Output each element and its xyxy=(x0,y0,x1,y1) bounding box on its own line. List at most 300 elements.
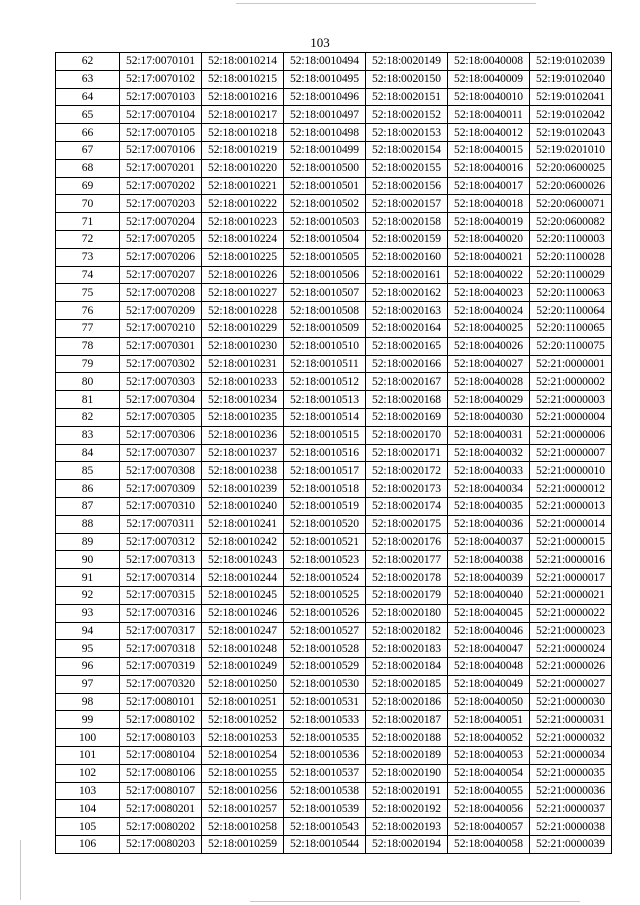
cadastral-code-cell: 52:18:0020173 xyxy=(366,480,448,498)
cadastral-code-cell: 52:18:0010495 xyxy=(284,70,366,88)
cadastral-code-cell: 52:18:0010535 xyxy=(284,729,366,747)
row-number-cell: 99 xyxy=(56,711,120,729)
cadastral-code-cell: 52:18:0010257 xyxy=(202,800,284,818)
cadastral-code-cell: 52:18:0040012 xyxy=(448,124,530,142)
cadastral-code-cell: 52:18:0010221 xyxy=(202,177,284,195)
cadastral-code-cell: 52:17:0070204 xyxy=(120,213,202,231)
cadastral-code-cell: 52:18:0020165 xyxy=(366,337,448,355)
cadastral-code-cell: 52:17:0080202 xyxy=(120,818,202,836)
cadastral-code-cell: 52:20:1100075 xyxy=(530,337,612,355)
table-row xyxy=(56,53,612,71)
table-row xyxy=(56,604,612,622)
cadastral-code-cell: 52:18:0010506 xyxy=(284,266,366,284)
cadastral-code-cell: 52:17:0070305 xyxy=(120,408,202,426)
cadastral-code-cell: 52:21:0000034 xyxy=(530,747,612,765)
cadastral-code-cell: 52:18:0040052 xyxy=(448,729,530,747)
cadastral-code-cell: 52:18:0010240 xyxy=(202,497,284,515)
cadastral-code-cell: 52:17:0070315 xyxy=(120,586,202,604)
cadastral-code-cell: 52:20:0600026 xyxy=(530,177,612,195)
table-row xyxy=(56,302,612,320)
cadastral-code-cell: 52:18:0010248 xyxy=(202,640,284,658)
cadastral-code-cell: 52:18:0020184 xyxy=(366,658,448,676)
table-row xyxy=(56,782,612,800)
cadastral-code-cell: 52:18:0010502 xyxy=(284,195,366,213)
table-row xyxy=(56,70,612,88)
table-row xyxy=(56,177,612,195)
cadastral-code-cell: 52:18:0040028 xyxy=(448,373,530,391)
cadastral-code-cell: 52:21:0000027 xyxy=(530,675,612,693)
table-row xyxy=(56,266,612,284)
cadastral-code-cell: 52:18:0010539 xyxy=(284,800,366,818)
cadastral-code-cell: 52:19:0102039 xyxy=(530,53,612,71)
cadastral-code-cell: 52:18:0010496 xyxy=(284,88,366,106)
cadastral-code-cell: 52:18:0020159 xyxy=(366,230,448,248)
cadastral-code-cell: 52:21:0000014 xyxy=(530,515,612,533)
cadastral-code-cell: 52:18:0010250 xyxy=(202,675,284,693)
table-row xyxy=(56,462,612,480)
table-row xyxy=(56,391,612,409)
cadastral-code-cell: 52:18:0010519 xyxy=(284,497,366,515)
cadastral-code-cell: 52:18:0020191 xyxy=(366,782,448,800)
cadastral-code-cell: 52:17:0080101 xyxy=(120,693,202,711)
cadastral-code-cell: 52:18:0010255 xyxy=(202,764,284,782)
row-number-cell: 67 xyxy=(56,141,120,159)
cadastral-code-cell: 52:18:0020187 xyxy=(366,711,448,729)
cadastral-code-cell: 52:21:0000010 xyxy=(530,462,612,480)
cadastral-code-cell: 52:18:0040018 xyxy=(448,195,530,213)
table-row xyxy=(56,551,612,569)
cadastral-code-cell: 52:18:0010499 xyxy=(284,141,366,159)
cadastral-code-cell: 52:18:0020174 xyxy=(366,497,448,515)
cadastral-code-cell: 52:18:0010515 xyxy=(284,426,366,444)
table-row xyxy=(56,693,612,711)
cadastral-code-cell: 52:18:0010544 xyxy=(284,836,366,854)
row-number-cell: 97 xyxy=(56,675,120,693)
cadastral-code-cell: 52:17:0070307 xyxy=(120,444,202,462)
row-number-cell: 75 xyxy=(56,284,120,302)
cadastral-code-cell: 52:18:0040009 xyxy=(448,70,530,88)
cadastral-code-cell: 52:18:0040036 xyxy=(448,515,530,533)
cadastral-code-cell: 52:18:0010494 xyxy=(284,53,366,71)
cadastral-code-cell: 52:18:0010527 xyxy=(284,622,366,640)
row-number-cell: 71 xyxy=(56,213,120,231)
cadastral-code-cell: 52:17:0070308 xyxy=(120,462,202,480)
cadastral-code-cell: 52:18:0040040 xyxy=(448,586,530,604)
cadastral-code-cell: 52:18:0010533 xyxy=(284,711,366,729)
table-row xyxy=(56,533,612,551)
cadastral-code-cell: 52:18:0020151 xyxy=(366,88,448,106)
cadastral-code-cell: 52:18:0010529 xyxy=(284,658,366,676)
table-row xyxy=(56,747,612,765)
cadastral-code-cell: 52:18:0010214 xyxy=(202,53,284,71)
cadastral-code-cell: 52:18:0040011 xyxy=(448,106,530,124)
cadastral-code-cell: 52:18:0040016 xyxy=(448,159,530,177)
cadastral-code-cell: 52:18:0020189 xyxy=(366,747,448,765)
table-row xyxy=(56,836,612,854)
cadastral-code-cell: 52:18:0010230 xyxy=(202,337,284,355)
cadastral-code-cell: 52:18:0010531 xyxy=(284,693,366,711)
cadastral-code-cell: 52:18:0020194 xyxy=(366,836,448,854)
cadastral-code-cell: 52:17:0080103 xyxy=(120,729,202,747)
row-number-cell: 106 xyxy=(56,836,120,854)
cadastral-code-cell: 52:17:0070319 xyxy=(120,658,202,676)
cadastral-code-cell: 52:18:0010259 xyxy=(202,836,284,854)
cadastral-code-cell: 52:21:0000038 xyxy=(530,818,612,836)
cadastral-code-cell: 52:18:0010236 xyxy=(202,426,284,444)
row-number-cell: 94 xyxy=(56,622,120,640)
cadastral-code-cell: 52:18:0020149 xyxy=(366,53,448,71)
row-number-cell: 100 xyxy=(56,729,120,747)
cadastral-code-cell: 52:21:0000023 xyxy=(530,622,612,640)
row-number-cell: 95 xyxy=(56,640,120,658)
row-number-cell: 66 xyxy=(56,124,120,142)
cadastral-code-cell: 52:18:0020164 xyxy=(366,319,448,337)
cadastral-code-cell: 52:18:0010238 xyxy=(202,462,284,480)
cadastral-code-cell: 52:19:0102043 xyxy=(530,124,612,142)
cadastral-code-cell: 52:18:0010504 xyxy=(284,230,366,248)
row-number-cell: 72 xyxy=(56,230,120,248)
cadastral-code-cell: 52:19:0102041 xyxy=(530,88,612,106)
cadastral-code-cell: 52:18:0010220 xyxy=(202,159,284,177)
row-number-cell: 69 xyxy=(56,177,120,195)
cadastral-code-cell: 52:18:0010233 xyxy=(202,373,284,391)
cadastral-code-cell: 52:18:0020157 xyxy=(366,195,448,213)
cadastral-code-cell: 52:18:0020163 xyxy=(366,302,448,320)
cadastral-code-cell: 52:18:0010215 xyxy=(202,70,284,88)
cadastral-code-cell: 52:17:0070316 xyxy=(120,604,202,622)
table-row xyxy=(56,569,612,587)
cadastral-code-cell: 52:18:0010523 xyxy=(284,551,366,569)
cadastral-code-cell: 52:18:0010537 xyxy=(284,764,366,782)
cadastral-code-cell: 52:17:0080104 xyxy=(120,747,202,765)
cadastral-code-cell: 52:17:0080107 xyxy=(120,782,202,800)
row-number-cell: 87 xyxy=(56,497,120,515)
table-row xyxy=(56,373,612,391)
cadastral-code-cell: 52:18:0040031 xyxy=(448,426,530,444)
table-row xyxy=(56,88,612,106)
cadastral-code-cell: 52:18:0020178 xyxy=(366,569,448,587)
cadastral-code-cell: 52:18:0010253 xyxy=(202,729,284,747)
cadastral-code-cell: 52:21:0000003 xyxy=(530,391,612,409)
table-row xyxy=(56,230,612,248)
cadastral-code-cell: 52:18:0020182 xyxy=(366,622,448,640)
cadastral-code-cell: 52:18:0010245 xyxy=(202,586,284,604)
row-number-cell: 85 xyxy=(56,462,120,480)
cadastral-code-cell: 52:18:0020193 xyxy=(366,818,448,836)
cadastral-code-cell: 52:18:0020168 xyxy=(366,391,448,409)
table-row xyxy=(56,213,612,231)
cadastral-code-cell: 52:17:0070314 xyxy=(120,569,202,587)
cadastral-code-cell: 52:18:0010226 xyxy=(202,266,284,284)
cadastral-code-cell: 52:20:1100064 xyxy=(530,302,612,320)
cadastral-code-cell: 52:21:0000035 xyxy=(530,764,612,782)
row-number-cell: 78 xyxy=(56,337,120,355)
cadastral-code-cell: 52:18:0010501 xyxy=(284,177,366,195)
row-number-cell: 70 xyxy=(56,195,120,213)
cadastral-code-cell: 52:18:0010507 xyxy=(284,284,366,302)
scan-top-edge-line xyxy=(236,3,536,4)
cadastral-code-cell: 52:17:0080102 xyxy=(120,711,202,729)
cadastral-code-cell: 52:18:0020186 xyxy=(366,693,448,711)
cadastral-code-cell: 52:21:0000026 xyxy=(530,658,612,676)
cadastral-code-cell: 52:18:0040054 xyxy=(448,764,530,782)
cadastral-code-cell: 52:18:0040008 xyxy=(448,53,530,71)
cadastral-code-cell: 52:18:0010509 xyxy=(284,319,366,337)
cadastral-code-cell: 52:17:0080106 xyxy=(120,764,202,782)
cadastral-code-cell: 52:18:0020153 xyxy=(366,124,448,142)
cadastral-code-cell: 52:18:0010511 xyxy=(284,355,366,373)
cadastral-code-cell: 52:18:0010247 xyxy=(202,622,284,640)
cadastral-code-cell: 52:21:0000039 xyxy=(530,836,612,854)
table-row xyxy=(56,658,612,676)
cadastral-code-cell: 52:18:0010252 xyxy=(202,711,284,729)
cadastral-code-cell: 52:18:0020172 xyxy=(366,462,448,480)
cadastral-code-cell: 52:18:0020166 xyxy=(366,355,448,373)
cadastral-code-cell: 52:18:0020180 xyxy=(366,604,448,622)
row-number-cell: 77 xyxy=(56,319,120,337)
cadastral-code-cell: 52:21:0000007 xyxy=(530,444,612,462)
row-number-cell: 65 xyxy=(56,106,120,124)
cadastral-code-cell: 52:18:0040027 xyxy=(448,355,530,373)
cadastral-code-cell: 52:18:0010530 xyxy=(284,675,366,693)
row-number-cell: 88 xyxy=(56,515,120,533)
table-row xyxy=(56,159,612,177)
cadastral-code-cell: 52:18:0040046 xyxy=(448,622,530,640)
cadastral-code-cell: 52:17:0070309 xyxy=(120,480,202,498)
cadastral-code-cell: 52:21:0000015 xyxy=(530,533,612,551)
cadastral-code-cell: 52:18:0010249 xyxy=(202,658,284,676)
table-row xyxy=(56,106,612,124)
table-row xyxy=(56,195,612,213)
cadastral-code-cell: 52:18:0010497 xyxy=(284,106,366,124)
page-number: 103 xyxy=(310,35,330,50)
cadastral-code-cell: 52:18:0040050 xyxy=(448,693,530,711)
table-row xyxy=(56,284,612,302)
cadastral-code-cell: 52:17:0070318 xyxy=(120,640,202,658)
row-number-cell: 83 xyxy=(56,426,120,444)
cadastral-code-cell: 52:19:0102040 xyxy=(530,70,612,88)
cadastral-code-cell: 52:18:0010520 xyxy=(284,515,366,533)
table-row xyxy=(56,124,612,142)
cadastral-code-cell: 52:20:0600082 xyxy=(530,213,612,231)
cadastral-code-cell: 52:18:0010228 xyxy=(202,302,284,320)
cadastral-code-cell: 52:17:0070306 xyxy=(120,426,202,444)
cadastral-code-cell: 52:18:0040026 xyxy=(448,337,530,355)
table-row xyxy=(56,248,612,266)
cadastral-code-cell: 52:17:0070105 xyxy=(120,124,202,142)
cadastral-code-cell: 52:18:0040048 xyxy=(448,658,530,676)
cadastral-code-cell: 52:18:0010231 xyxy=(202,355,284,373)
row-number-cell: 68 xyxy=(56,159,120,177)
cadastral-code-cell: 52:17:0070201 xyxy=(120,159,202,177)
cadastral-code-cell: 52:18:0040034 xyxy=(448,480,530,498)
row-number-cell: 79 xyxy=(56,355,120,373)
row-number-cell: 73 xyxy=(56,248,120,266)
cadastral-code-cell: 52:17:0070303 xyxy=(120,373,202,391)
cadastral-code-cell: 52:18:0010256 xyxy=(202,782,284,800)
row-number-cell: 84 xyxy=(56,444,120,462)
cadastral-code-cell: 52:21:0000013 xyxy=(530,497,612,515)
cadastral-code-cell: 52:17:0070203 xyxy=(120,195,202,213)
cadastral-code-cell: 52:18:0010246 xyxy=(202,604,284,622)
cadastral-code-cell: 52:18:0020188 xyxy=(366,729,448,747)
table-row xyxy=(56,675,612,693)
table-row xyxy=(56,444,612,462)
cadastral-code-cell: 52:20:1100003 xyxy=(530,230,612,248)
register-table-body xyxy=(56,53,612,854)
cadastral-code-cell: 52:18:0010505 xyxy=(284,248,366,266)
row-number-cell: 104 xyxy=(56,800,120,818)
table-row xyxy=(56,319,612,337)
cadastral-code-cell: 52:18:0010517 xyxy=(284,462,366,480)
cadastral-code-cell: 52:18:0020170 xyxy=(366,426,448,444)
cadastral-code-cell: 52:18:0010510 xyxy=(284,337,366,355)
cadastral-code-cell: 52:17:0070317 xyxy=(120,622,202,640)
cadastral-code-cell: 52:18:0010258 xyxy=(202,818,284,836)
cadastral-code-cell: 52:19:0201010 xyxy=(530,141,612,159)
cadastral-code-cell: 52:18:0040010 xyxy=(448,88,530,106)
cadastral-code-cell: 52:17:0070209 xyxy=(120,302,202,320)
cadastral-code-cell: 52:18:0020155 xyxy=(366,159,448,177)
cadastral-code-cell: 52:21:0000001 xyxy=(530,355,612,373)
cadastral-code-cell: 52:18:0020177 xyxy=(366,551,448,569)
cadastral-code-cell: 52:18:0020169 xyxy=(366,408,448,426)
row-number-cell: 105 xyxy=(56,818,120,836)
cadastral-code-cell: 52:18:0010518 xyxy=(284,480,366,498)
cadastral-code-cell: 52:17:0070207 xyxy=(120,266,202,284)
row-number-cell: 93 xyxy=(56,604,120,622)
table-row xyxy=(56,764,612,782)
cadastral-code-cell: 52:18:0040051 xyxy=(448,711,530,729)
cadastral-code-cell: 52:18:0020160 xyxy=(366,248,448,266)
table-row xyxy=(56,426,612,444)
cadastral-code-cell: 52:20:1100028 xyxy=(530,248,612,266)
cadastral-code-cell: 52:17:0070310 xyxy=(120,497,202,515)
cadastral-code-cell: 52:18:0010241 xyxy=(202,515,284,533)
cadastral-code-cell: 52:18:0010254 xyxy=(202,747,284,765)
cadastral-code-cell: 52:17:0070304 xyxy=(120,391,202,409)
cadastral-code-cell: 52:18:0040032 xyxy=(448,444,530,462)
cadastral-code-cell: 52:18:0020154 xyxy=(366,141,448,159)
cadastral-code-cell: 52:18:0010225 xyxy=(202,248,284,266)
cadastral-code-cell: 52:18:0010528 xyxy=(284,640,366,658)
cadastral-code-cell: 52:20:0600071 xyxy=(530,195,612,213)
row-number-cell: 98 xyxy=(56,693,120,711)
cadastral-code-cell: 52:18:0020176 xyxy=(366,533,448,551)
cadastral-code-cell: 52:17:0070208 xyxy=(120,284,202,302)
cadastral-code-cell: 52:19:0102042 xyxy=(530,106,612,124)
cadastral-code-cell: 52:18:0010500 xyxy=(284,159,366,177)
cadastral-code-cell: 52:18:0040056 xyxy=(448,800,530,818)
cadastral-code-cell: 52:18:0040053 xyxy=(448,747,530,765)
row-number-cell: 96 xyxy=(56,658,120,676)
cadastral-code-cell: 52:18:0040025 xyxy=(448,319,530,337)
cadastral-code-cell: 52:18:0010514 xyxy=(284,408,366,426)
cadastral-code-cell: 52:18:0040019 xyxy=(448,213,530,231)
cadastral-code-cell: 52:21:0000022 xyxy=(530,604,612,622)
cadastral-code-cell: 52:20:1100063 xyxy=(530,284,612,302)
cadastral-code-cell: 52:18:0040020 xyxy=(448,230,530,248)
cadastral-code-cell: 52:18:0010224 xyxy=(202,230,284,248)
cadastral-code-cell: 52:18:0040030 xyxy=(448,408,530,426)
cadastral-code-cell: 52:18:0010526 xyxy=(284,604,366,622)
cadastral-code-cell: 52:18:0040022 xyxy=(448,266,530,284)
cadastral-code-cell: 52:18:0010218 xyxy=(202,124,284,142)
cadastral-code-cell: 52:18:0040047 xyxy=(448,640,530,658)
table-row xyxy=(56,800,612,818)
table-row xyxy=(56,729,612,747)
row-number-cell: 102 xyxy=(56,764,120,782)
cadastral-code-cell: 52:21:0000012 xyxy=(530,480,612,498)
cadastral-code-cell: 52:18:0010239 xyxy=(202,480,284,498)
cadastral-code-cell: 52:18:0010538 xyxy=(284,782,366,800)
cadastral-code-cell: 52:18:0040033 xyxy=(448,462,530,480)
cadastral-code-cell: 52:21:0000032 xyxy=(530,729,612,747)
row-number-cell: 74 xyxy=(56,266,120,284)
cadastral-code-cell: 52:21:0000024 xyxy=(530,640,612,658)
cadastral-code-cell: 52:18:0010216 xyxy=(202,88,284,106)
cadastral-code-cell: 52:18:0040023 xyxy=(448,284,530,302)
cadastral-code-cell: 52:18:0040024 xyxy=(448,302,530,320)
cadastral-code-cell: 52:18:0040045 xyxy=(448,604,530,622)
cadastral-code-cell: 52:18:0020167 xyxy=(366,373,448,391)
cadastral-code-cell: 52:18:0040039 xyxy=(448,569,530,587)
cadastral-code-cell: 52:18:0010217 xyxy=(202,106,284,124)
cadastral-code-cell: 52:18:0040057 xyxy=(448,818,530,836)
cadastral-code-cell: 52:18:0020179 xyxy=(366,586,448,604)
row-number-cell: 92 xyxy=(56,586,120,604)
cadastral-code-cell: 52:18:0010243 xyxy=(202,551,284,569)
cadastral-code-cell: 52:18:0040029 xyxy=(448,391,530,409)
cadastral-code-cell: 52:21:0000037 xyxy=(530,800,612,818)
table-row xyxy=(56,622,612,640)
cadastral-code-cell: 52:21:0000031 xyxy=(530,711,612,729)
cadastral-code-cell: 52:18:0010222 xyxy=(202,195,284,213)
cadastral-code-cell: 52:17:0070311 xyxy=(120,515,202,533)
cadastral-code-cell: 52:17:0070104 xyxy=(120,106,202,124)
cadastral-code-cell: 52:17:0070320 xyxy=(120,675,202,693)
cadastral-code-cell: 52:18:0010516 xyxy=(284,444,366,462)
cadastral-code-cell: 52:21:0000004 xyxy=(530,408,612,426)
cadastral-code-cell: 52:18:0010223 xyxy=(202,213,284,231)
cadastral-code-cell: 52:18:0020190 xyxy=(366,764,448,782)
cadastral-code-cell: 52:18:0040049 xyxy=(448,675,530,693)
cadastral-code-cell: 52:17:0080203 xyxy=(120,836,202,854)
cadastral-code-cell: 52:18:0020171 xyxy=(366,444,448,462)
cadastral-code-cell: 52:17:0070210 xyxy=(120,319,202,337)
row-number-cell: 62 xyxy=(56,53,120,71)
cadastral-code-cell: 52:18:0020152 xyxy=(366,106,448,124)
cadastral-code-cell: 52:18:0040038 xyxy=(448,551,530,569)
table-row xyxy=(56,497,612,515)
cadastral-code-cell: 52:18:0020192 xyxy=(366,800,448,818)
cadastral-code-cell: 52:18:0020175 xyxy=(366,515,448,533)
cadastral-code-cell: 52:18:0010229 xyxy=(202,319,284,337)
cadastral-code-cell: 52:21:0000002 xyxy=(530,373,612,391)
cadastral-code-cell: 52:17:0070202 xyxy=(120,177,202,195)
cadastral-code-cell: 52:17:0070205 xyxy=(120,230,202,248)
cadastral-code-cell: 52:18:0010508 xyxy=(284,302,366,320)
cadastral-code-cell: 52:18:0010543 xyxy=(284,818,366,836)
cadastral-code-cell: 52:18:0020161 xyxy=(366,266,448,284)
row-number-cell: 80 xyxy=(56,373,120,391)
cadastral-code-cell: 52:18:0010227 xyxy=(202,284,284,302)
table-row xyxy=(56,818,612,836)
row-number-cell: 101 xyxy=(56,747,120,765)
cadastral-code-cell: 52:20:1100029 xyxy=(530,266,612,284)
cadastral-code-cell: 52:18:0010244 xyxy=(202,569,284,587)
cadastral-register-table xyxy=(55,52,612,854)
